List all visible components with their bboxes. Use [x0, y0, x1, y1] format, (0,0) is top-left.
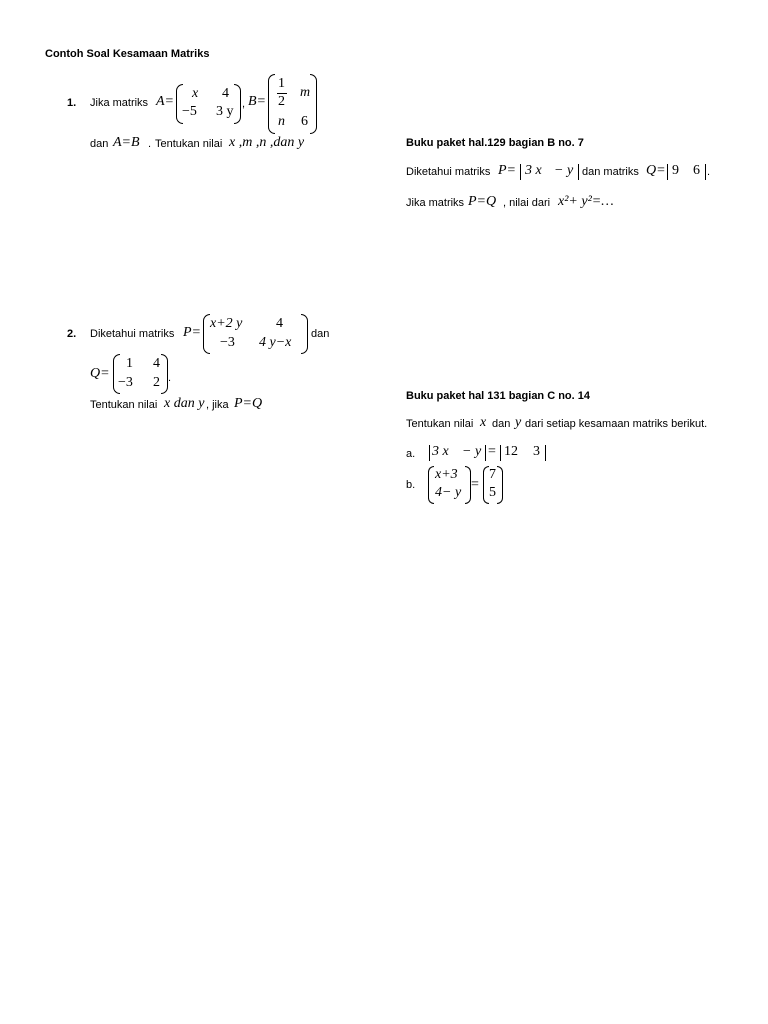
problem-2-dan: dan — [311, 328, 330, 340]
matrix-a-cell: x — [192, 86, 199, 101]
problem-1-ask: Tentukan nilai — [155, 138, 223, 150]
item-b-right-cell: 5 — [489, 485, 496, 500]
problem-2-vars: x dan y — [164, 396, 205, 411]
matrix-b-cell: n — [278, 114, 285, 129]
matrix-q-label: Q= — [90, 366, 110, 381]
item-b-label: b. — [406, 479, 416, 491]
matrix-a-cell: −5 — [182, 104, 197, 119]
book-1-heading: Buku paket hal.129 bagian B no. 7 — [406, 137, 584, 149]
item-b-left-matrix — [428, 466, 472, 504]
equals-sign: = — [471, 477, 479, 492]
row-matrix-q-cell: 9 — [672, 163, 679, 178]
book-2-line-a: Tentukan nilai — [406, 418, 474, 430]
matrix-a-cell: 3 y — [216, 104, 234, 119]
row-matrix-p — [518, 162, 584, 182]
problem-1-number: 1. — [67, 97, 77, 109]
book-2-dan: dan — [492, 418, 511, 430]
matrix-b-label: B= — [248, 94, 266, 109]
problem-2-jika: , jika — [206, 399, 229, 411]
matrix-q-label: Q= — [646, 163, 666, 178]
item-a-right-cell: 12 — [504, 444, 518, 459]
row-matrix-p-cell: − y — [554, 163, 574, 178]
book-1-expression: x²+ y²=… — [558, 194, 614, 209]
problem-1-dan: dan — [90, 138, 109, 150]
matrix-b-cell: 6 — [301, 114, 308, 129]
item-b-right-cell: 7 — [489, 467, 496, 482]
matrix-a — [176, 84, 242, 122]
matrix-p-cell: x+2 y — [210, 316, 243, 331]
matrix-p-label: P= — [183, 325, 201, 340]
book-1-line-1b: dan matriks — [582, 166, 639, 178]
var-x: x — [480, 415, 487, 430]
problem-1-intro: Jika matriks — [90, 97, 149, 109]
matrix-p — [203, 314, 309, 354]
matrix-p-label: P= — [498, 163, 516, 178]
item-b-left-cell: x+3 — [435, 467, 458, 482]
matrix-a-cell: 4 — [222, 86, 229, 101]
row-matrix-q-cell: 6 — [693, 163, 700, 178]
p-equals-q: P=Q — [468, 194, 497, 209]
book-2-heading: Buku paket hal 131 bagian C no. 14 — [406, 390, 590, 402]
item-a-label: a. — [406, 448, 416, 460]
a-equals-b: A=B — [113, 135, 140, 150]
var-y: y — [515, 415, 522, 430]
matrix-q-cell: 1 — [126, 356, 133, 371]
matrix-b — [268, 74, 320, 134]
book-1-line-2b: , nilai dari — [503, 197, 551, 209]
matrix-a-label: A= — [156, 94, 174, 109]
period: . — [707, 166, 711, 178]
item-a-left-matrix — [428, 443, 490, 463]
row-matrix-p-cell: 3 x — [525, 163, 542, 178]
matrix-p-cell: 4 — [276, 316, 283, 331]
matrix-q-cell: −3 — [118, 375, 133, 390]
book-1-line-1a: Diketahui matriks — [406, 166, 491, 178]
item-a-left-cell: 3 x — [432, 444, 449, 459]
problem-2-ask: Tentukan nilai — [90, 399, 158, 411]
problem-2-intro: Diketahui matriks — [90, 328, 175, 340]
page-title: Contoh Soal Kesamaan Matriks — [45, 48, 210, 60]
row-matrix-q — [665, 162, 709, 182]
item-a-right-cell: 3 — [533, 444, 540, 459]
book-1-line-2a: Jika matriks — [406, 197, 465, 209]
comma: , — [242, 98, 246, 110]
problem-1-vars: x ,m ,n ,dan y — [229, 135, 305, 150]
matrix-q-cell: 2 — [153, 375, 160, 390]
item-b-right-matrix — [483, 466, 505, 504]
matrix-q — [113, 354, 172, 394]
item-b-left-cell: 4− y — [435, 485, 462, 500]
matrix-p-cell: −3 — [220, 335, 235, 350]
problem-2-condition: P=Q — [234, 396, 263, 411]
period: . — [148, 138, 152, 150]
matrix-b-cell: m — [300, 85, 311, 100]
book-2-line-b: dari setiap kesamaan matriks berikut. — [525, 418, 708, 430]
matrix-q-cell: 4 — [153, 356, 160, 371]
matrix-b-cell: 1 — [278, 76, 285, 91]
matrix-p-cell: 4 y−x — [259, 335, 292, 350]
matrix-b-cell: 2 — [278, 94, 285, 109]
problem-2-number: 2. — [67, 328, 77, 340]
period: . — [168, 372, 172, 384]
equals-sign: = — [488, 444, 496, 459]
item-a-left-cell: − y — [462, 444, 482, 459]
item-a-right-matrix — [499, 443, 549, 463]
